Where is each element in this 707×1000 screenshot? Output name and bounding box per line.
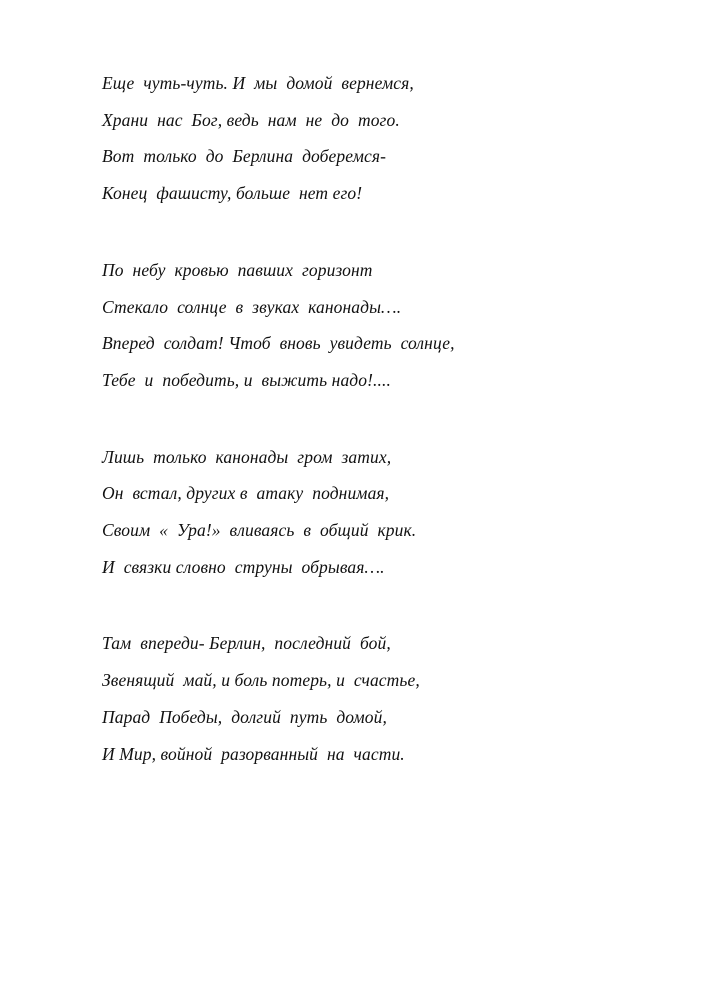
- poem-line: Звенящий май, и боль потерь, и счастье,: [102, 670, 420, 691]
- poem-line: Конец фашисту, больше нет его!: [102, 183, 363, 204]
- poem-line: Храни нас Бог, ведь нам не до того.: [102, 109, 400, 130]
- poem-line: Лишь только канонады гром затих,: [102, 446, 392, 467]
- poem-line: Вот только до Берлина доберемся-: [102, 146, 387, 167]
- poem-line: Парад Победы, долгий путь домой,: [102, 706, 387, 727]
- poem-line: Вперед солдат! Чтоб вновь увидеть солнце,: [102, 333, 455, 354]
- poem-line: И Мир, войной разорванный на части.: [102, 743, 405, 764]
- poem-line: И связки словно струны обрывая….: [102, 556, 385, 577]
- poem-line: Там впереди- Берлин, последний бой,: [102, 633, 391, 654]
- poem-line: Еще чуть-чуть. И мы домой вернемся,: [102, 73, 414, 93]
- poem-line: Он встал, других в атаку поднимая,: [102, 483, 390, 504]
- poem: [102, 65, 662, 812]
- stanza-2: [102, 252, 662, 399]
- poem-line: Своим « Ура!» вливаясь в общий крик.: [102, 520, 417, 541]
- poem-line: Тебе и победить, и выжить надо!....: [102, 369, 391, 390]
- stanza-1: [102, 65, 662, 212]
- poem-line: По небу кровью павших горизонт: [102, 259, 373, 280]
- stanza-3: [102, 439, 662, 586]
- stanza-4: [102, 625, 662, 772]
- poem-line: Стекало солнце в звуках канонады….: [102, 296, 402, 317]
